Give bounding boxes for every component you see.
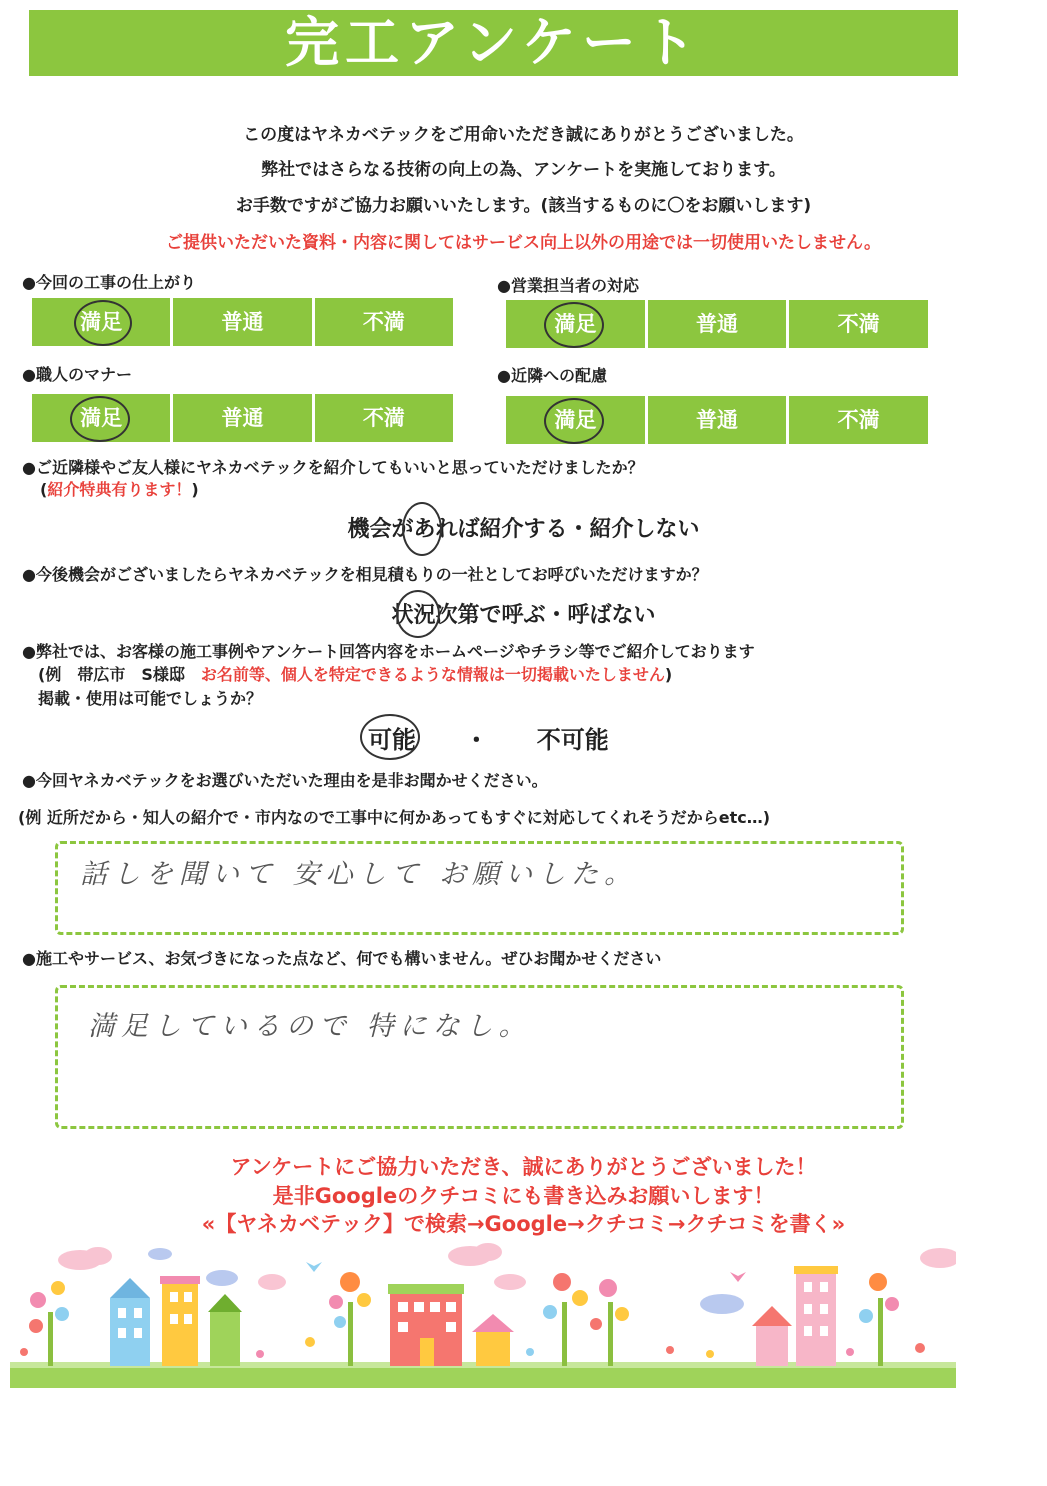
flower-icon: [20, 1337, 925, 1358]
rating-neighbors-satisfied[interactable]: 満足: [506, 396, 648, 444]
intro-line-1: この度はヤネカベテックをご用命いただき誠にありがとうございました。: [243, 125, 804, 145]
comments-answer-box[interactable]: [55, 985, 904, 1129]
rating-sales: [506, 300, 928, 348]
rating-neighbors-label: ●近隣への配慮: [497, 366, 607, 385]
intro-line-3: お手数ですがご協力お願いいたします。(該当するものに〇をお願いします): [235, 196, 812, 216]
town-illustration: [10, 1242, 956, 1388]
selection-circle: [402, 502, 442, 556]
rating-finish-normal[interactable]: 普通: [173, 298, 314, 346]
rating-finish-label: ●今回の工事の仕上がり: [22, 273, 196, 292]
publish-question: ●弊社では、お客様の施工事例やアンケート回答内容をホームページやチラシ等でご紹介しております: [22, 642, 755, 661]
selection-circle: [70, 396, 130, 442]
reason-answer-box[interactable]: [55, 841, 904, 935]
publish-answer-no[interactable]: 不可能: [536, 726, 609, 754]
thanks-line-1: アンケートにご協力いただき、誠にありがとうございました！: [230, 1155, 817, 1179]
estimate-answer[interactable]: 状況次第で呼ぶ・呼ばない: [391, 603, 656, 628]
publish-answer-yes[interactable]: 可能: [368, 726, 416, 754]
reason-question: ●今回ヤネカベテックをお選びいただいた理由を是非お聞かせください。: [22, 771, 548, 790]
comments-handwritten-answer: 満足しているので 特になし。: [88, 1011, 532, 1042]
comments-question: ●施工やサービス、お気づきになった点など、何でも構いません。ぜひお聞かせください: [22, 949, 662, 968]
publish-answer-separator: ・: [464, 726, 489, 754]
rating-manners-label: ●職人のマナー: [22, 365, 132, 384]
bird-icon: [306, 1262, 746, 1282]
rating-sales-normal[interactable]: 普通: [648, 300, 790, 348]
privacy-notice: ご提供いただいた資料・内容に関してはサービス向上以外の用途では一切使用いたしません。: [165, 233, 882, 253]
selection-circle: [544, 302, 604, 348]
referral-bonus-note: (紹介特典有ります！): [40, 480, 199, 499]
reason-handwritten-answer: 話しを聞いて 安心して お願いした。: [80, 859, 638, 890]
selection-circle: [360, 714, 420, 760]
rating-sales-label: ●営業担当者の対応: [497, 276, 639, 295]
rating-neighbors-normal[interactable]: 普通: [648, 396, 790, 444]
rating-manners-dissatisfied[interactable]: 不満: [362, 406, 405, 430]
rating-finish-satisfied[interactable]: 満足: [32, 298, 173, 346]
referral-question: ●ご近隣様やご友人様にヤネカベテックを紹介してもいいと思っていただけましたか？: [22, 458, 644, 477]
selection-circle: [396, 590, 440, 638]
rating-manners-satisfied[interactable]: 満足: [32, 394, 173, 442]
thanks-line-2: 是非Googleのクチコミにも書き込みお願いします！: [272, 1184, 775, 1208]
publish-question-line-3: 掲載・使用は可能でしょうか？: [38, 689, 263, 708]
rating-sales-dissatisfied[interactable]: 不満: [837, 312, 880, 336]
rating-sales-satisfied[interactable]: 満足: [506, 300, 648, 348]
rating-neighbors: [506, 396, 928, 444]
title-banner: 完工アンケート: [29, 10, 958, 76]
rating-manners: [32, 394, 453, 442]
selection-circle: [544, 398, 604, 444]
rating-finish: [32, 298, 453, 346]
selection-circle: [74, 300, 132, 346]
intro-line-2: 弊社ではさらなる技術の向上の為、アンケートを実施しております。: [261, 160, 786, 180]
estimate-question: ●今後機会がございましたらヤネカベテックを相見積もりの一社としてお呼びいただけますか？: [22, 565, 708, 584]
referral-answer[interactable]: 機会があれば紹介する・紹介しない: [347, 517, 700, 542]
rating-manners-normal[interactable]: 普通: [173, 394, 314, 442]
ground-strip: [10, 1366, 956, 1388]
rating-neighbors-dissatisfied[interactable]: 不満: [837, 408, 880, 432]
thanks-line-3[interactable]: «【ヤネカベテック】で検索→Google→クチコミ→クチコミを書く»: [201, 1212, 846, 1236]
publish-example: (例 帯広市 S様邸 お名前等、個人を特定できるような情報は一切掲載いたしません): [38, 665, 673, 684]
rating-finish-dissatisfied[interactable]: 不満: [362, 310, 405, 334]
reason-example: (例 近所だから・知人の紹介で・市内なので工事中に何かあってもすぐに対応してくれそうだからetc…): [18, 808, 771, 827]
